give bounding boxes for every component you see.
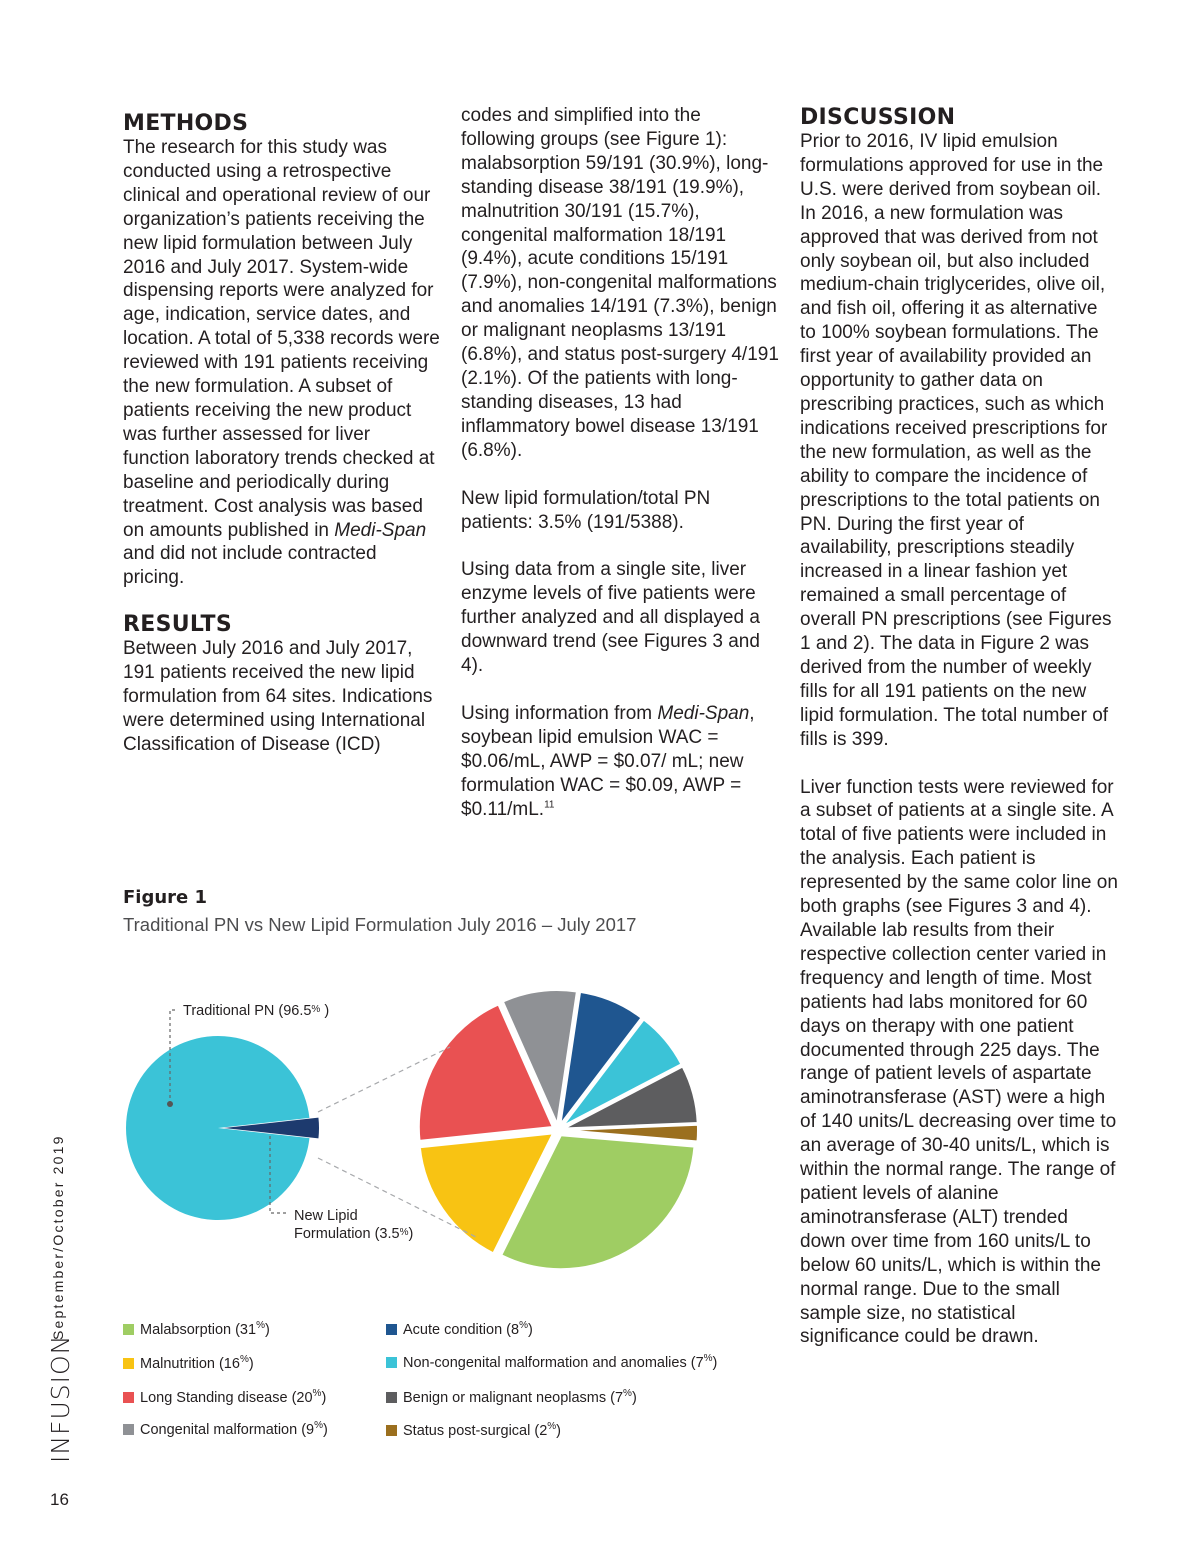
middle-p4-italic: Medi-Span bbox=[657, 702, 750, 724]
legend-item: Non-congenital malformation and anomalies (7%) bbox=[386, 1355, 717, 1371]
legend-item: Acute condition (8%) bbox=[386, 1322, 533, 1338]
legend-swatch bbox=[123, 1392, 134, 1403]
discussion-paragraph-1: Prior to 2016, IV lipid emulsion formulations approved for use in the U.S. were derived from soybean oil. In 2016, a new formulation was approved that was derived from not only soybean oil, but also included medium-chain triglycerides, olive oil, and fish oil, offering it as alternative to 100% soybean formulations. The first year of availability provided an opportunity to gather data on prescribing practices, such as which indications received prescriptions for the new formulation, as well as the ability to compare the incidence of prescriptions to the total patients on PN. During the first year of availability, prescriptions steadily increased in a linear fashion yet remained a small percentage of overall PN prescriptions (see Figures 1 and 2). The data in Figure 2 was derived from the number of weekly fills for all 191 patients on the new lipid formulation. The total number of fills is 399. bbox=[800, 131, 1112, 750]
magazine-logo: INFUSION bbox=[46, 1334, 75, 1463]
legend-item: Benign or malignant neoplasms (7%) bbox=[386, 1390, 637, 1406]
figure-title: Traditional PN vs New Lipid Formulation July 2016 – July 2017 bbox=[123, 914, 637, 935]
legend-swatch bbox=[123, 1324, 134, 1335]
middle-p4-a: Using information from bbox=[461, 702, 658, 724]
legend-item: Status post-surgical (2%) bbox=[386, 1423, 561, 1439]
annotation-new-line1: New Lipid bbox=[294, 1208, 358, 1224]
methods-text-a: The research for this study was conducted using a retrospective clinical and operational review of our organization’s patients receiving the new lipid formulation between July 2016 and July 2017. System-wide dispensing reports were analyzed for age, indication, service dates, and location. A total of 5,338 records were reviewed with 191 patients receiving the new formulation. A subset of patients receiving the new product was further assessed for liver function laboratory trends checked at baseline and periodically during treatment. Cost analysis was based on amounts published in bbox=[123, 137, 440, 541]
middle-p4-b: , soybean lipid emulsion WAC = $0.06/mL, AWP = $0.07/ mL; new formulation WAC = $0.09, AWP = $0.11/mL. bbox=[461, 702, 755, 820]
legend-swatch bbox=[386, 1324, 397, 1335]
methods-heading: METHODS bbox=[123, 111, 249, 136]
discussion-heading: DISCUSSION bbox=[800, 105, 956, 130]
middle-paragraph-2: New lipid formulation/total PN patients: 3.5% (191/5388). bbox=[461, 487, 711, 533]
legend-swatch bbox=[386, 1357, 397, 1368]
column-right bbox=[800, 105, 1118, 1349]
legend-swatch bbox=[386, 1392, 397, 1403]
figure-label: Figure 1 bbox=[123, 887, 208, 908]
leader-dot bbox=[167, 1101, 173, 1107]
legend-item: Malnutrition (16%) bbox=[123, 1356, 254, 1372]
legend-swatch bbox=[123, 1424, 134, 1435]
legend-item: Long Standing disease (20%) bbox=[123, 1390, 326, 1406]
discussion-paragraph-2: Liver function tests were reviewed for a subset of patients at a single site. A total of five patients were included in the analysis. Each patient is represented by the same color line on both graphs (see Figures 3 and 4). Available lab results from their respective collection center varied in frequency and length of time. Most patients had labs monitored for 60 days on therapy with one patient documented through 225 days. The range of patient levels of aspartate aminotransferase (AST) were a high of 140 units/L decreasing over time to an average of 30-40 units/L, which is within the normal range. The range of patient levels of alanine aminotransferase (ALT) trended down over time from 160 units/L to below 60 units/L, which is within the normal range. Due to the small sample size, no statistical significance could be drawn. bbox=[800, 776, 1118, 1348]
legend-swatch bbox=[386, 1425, 397, 1436]
middle-paragraph-1: codes and simplified into the following groups (see Figure 1): malabsorption 59/191 (30.9%), long-standing disease 38/191 (19.9%), malnutrition 30/191 (15.7%), congenital malformation 18/191 (9.4%), acute conditions 15/191 (7.9%), non-congenital malformations and anomalies 14/191 (7.3%), benign or malignant neoplasms 13/191 (6.8%), and status post-surgery 4/191 (2.1%). Of the patients with long-standing diseases, 13 had inflammatory bowel disease 13/191 (6.8%). bbox=[461, 105, 779, 461]
main-pie bbox=[126, 1036, 319, 1220]
issue-date: September/October 2019 bbox=[50, 1134, 66, 1340]
annotation-new-line2: Formulation (3.5%) bbox=[294, 1226, 414, 1242]
annotation-traditional: Traditional PN (96.5% ) bbox=[183, 1003, 330, 1019]
results-text: Between July 2016 and July 2017, 191 patients received the new lipid formulation from 64 sites. Indications were determined using International Classification of Disease (ICD) bbox=[123, 638, 433, 755]
legend-swatch bbox=[123, 1358, 134, 1369]
breakdown-pie bbox=[419, 990, 698, 1269]
methods-text-b: and did not include contracted pricing. bbox=[123, 543, 377, 589]
page-number: 16 bbox=[50, 1490, 69, 1509]
legend-item: Malabsorption (31%) bbox=[123, 1322, 270, 1338]
legend-item: Congenital malformation (9%) bbox=[123, 1422, 328, 1438]
reference-superscript: 11 bbox=[544, 799, 555, 811]
methods-text-italic: Medi-Span bbox=[334, 519, 427, 541]
results-heading: RESULTS bbox=[123, 612, 233, 638]
middle-paragraph-3: Using data from a single site, liver enzyme levels of five patients were further analyzed and all displayed a downward trend (see Figures 3 and 4). bbox=[461, 559, 760, 677]
